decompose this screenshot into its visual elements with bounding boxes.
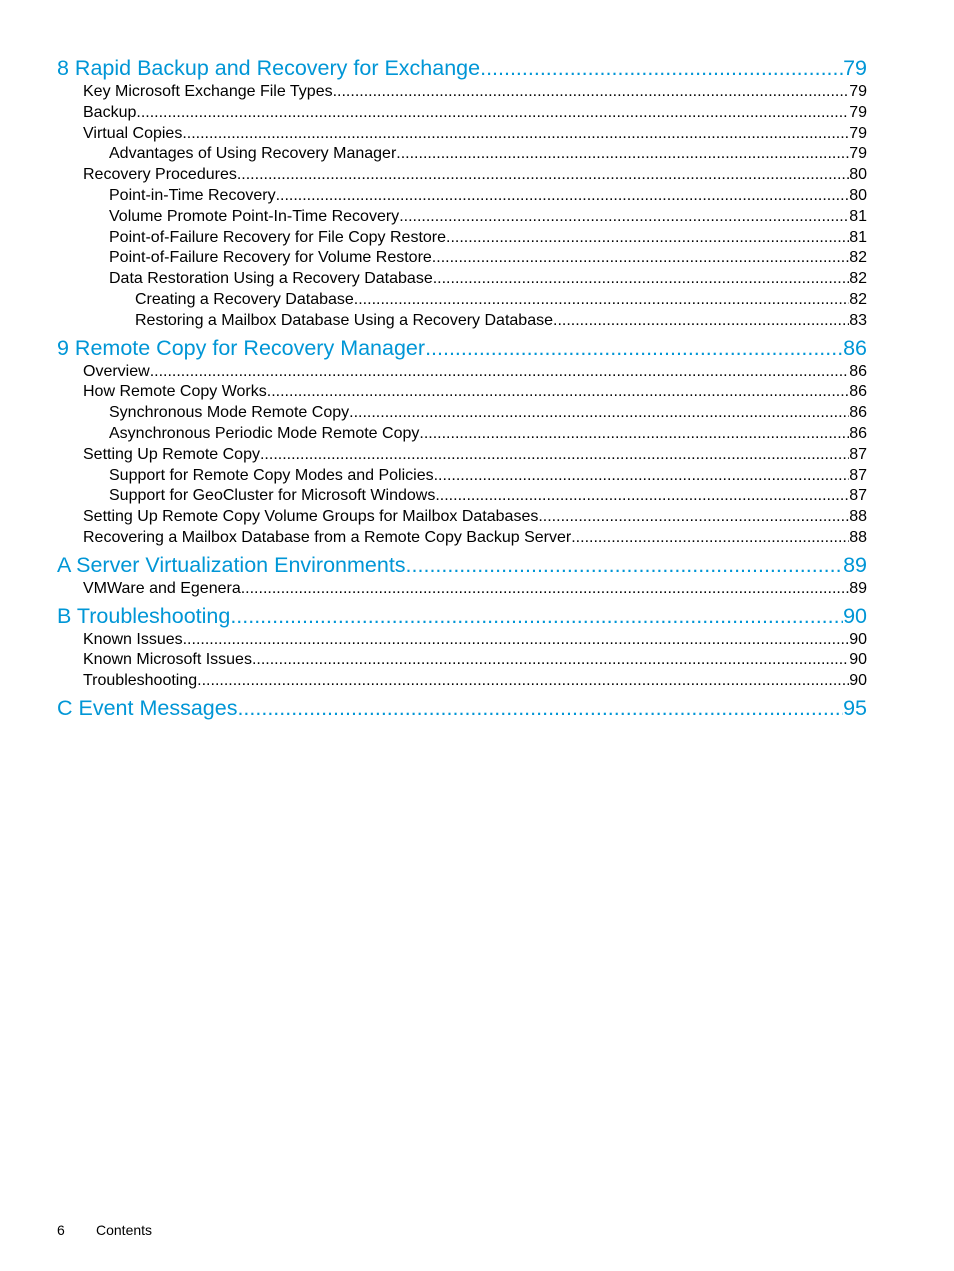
- toc-entry-page: 88: [849, 528, 867, 546]
- toc-entry-page: 90: [843, 603, 867, 628]
- toc-entry-title: 8 Rapid Backup and Recovery for Exchange: [57, 56, 481, 80]
- toc-chapter-entry[interactable]: [57, 694, 867, 722]
- toc-section-entry[interactable]: [57, 269, 867, 290]
- toc-dot-leader: [435, 486, 849, 507]
- toc-entry-title: VMWare and Egenera: [83, 579, 241, 597]
- toc-section-entry[interactable]: [57, 207, 867, 228]
- toc-dot-leader: [276, 186, 850, 207]
- toc-entry-title: Setting Up Remote Copy Volume Groups for Mailbox Databases: [83, 508, 539, 526]
- toc-chapter-entry[interactable]: [57, 551, 867, 579]
- toc-entry-page: 80: [849, 186, 867, 204]
- toc-entry-page: 86: [849, 362, 867, 380]
- toc-section-entry[interactable]: [57, 103, 867, 124]
- toc-entry-title: C Event Messages: [57, 695, 238, 720]
- toc-section-entry[interactable]: [57, 466, 867, 487]
- toc-dot-leader: [553, 311, 849, 332]
- toc-dot-leader: [237, 165, 849, 186]
- toc-entry-page: 86: [843, 335, 867, 360]
- toc-entry-title: Point-in-Time Recovery: [109, 186, 276, 204]
- toc-entry-page: 79: [849, 145, 867, 163]
- toc-section-entry[interactable]: [57, 248, 867, 269]
- toc-section-entry[interactable]: [57, 165, 867, 186]
- toc-dot-leader: [419, 424, 849, 445]
- toc-entry-page: 87: [849, 466, 867, 484]
- toc-dot-leader: [260, 445, 849, 466]
- toc-dot-leader: [571, 528, 849, 549]
- toc-dot-leader: [354, 290, 849, 311]
- toc-entry-title: Asynchronous Periodic Mode Remote Copy: [109, 424, 420, 442]
- toc-entry-title: Known Microsoft Issues: [83, 651, 252, 669]
- toc-entry-page: 80: [849, 166, 867, 184]
- toc-dot-leader: [480, 54, 843, 82]
- toc-dot-leader: [396, 144, 849, 165]
- toc-entry-title: Synchronous Mode Remote Copy: [109, 404, 350, 422]
- toc-entry-title: Troubleshooting: [83, 672, 198, 690]
- toc-section-entry[interactable]: [57, 311, 867, 332]
- page-footer: [57, 1222, 152, 1238]
- toc-entry-page: 83: [849, 311, 867, 329]
- toc-section-entry[interactable]: [57, 528, 867, 549]
- toc-section-entry[interactable]: [57, 228, 867, 249]
- toc-entry-title: 9 Remote Copy for Recovery Manager: [57, 335, 426, 360]
- toc-dot-leader: [425, 334, 843, 362]
- toc-section-entry[interactable]: [57, 507, 867, 528]
- toc-dot-leader: [434, 466, 850, 487]
- toc-entry-title: Overview: [83, 362, 150, 380]
- toc-dot-leader: [333, 82, 850, 103]
- toc-dot-leader: [150, 362, 850, 383]
- toc-dot-leader: [538, 507, 849, 528]
- toc-entry-page: 81: [849, 207, 867, 225]
- toc-entry-title: Point-of-Failure Recovery for Volume Restore: [109, 249, 432, 267]
- toc-entry-title: Advantages of Using Recovery Manager: [109, 145, 397, 163]
- toc-entry-page: 79: [849, 83, 867, 100]
- toc-entry-page: 86: [849, 404, 867, 422]
- toc-entry-page: 87: [849, 487, 867, 505]
- toc-entry-page: 90: [849, 630, 867, 648]
- toc-entry-page: 87: [849, 445, 867, 463]
- toc-dot-leader: [197, 671, 849, 692]
- toc-dot-leader: [182, 124, 849, 145]
- toc-chapter-entry[interactable]: [57, 334, 867, 362]
- toc-entry-title: Point-of-Failure Recovery for File Copy Restore: [109, 228, 447, 246]
- toc-section-entry[interactable]: [57, 486, 867, 507]
- toc-entry-title: Virtual Copies: [83, 124, 183, 142]
- toc-section-entry[interactable]: [57, 362, 867, 383]
- toc-entry-page: 86: [849, 424, 867, 442]
- toc-entry-page: 82: [849, 270, 867, 288]
- toc-entry-title: Data Restoration Using a Recovery Database: [109, 270, 433, 288]
- toc-entry-title: A Server Virtualization Environments: [57, 552, 406, 577]
- toc-section-entry[interactable]: [57, 144, 867, 165]
- toc-entry-title: Creating a Recovery Database: [135, 290, 354, 308]
- toc-section-entry[interactable]: [57, 579, 867, 600]
- toc-entry-page: 82: [849, 249, 867, 267]
- toc-section-entry[interactable]: [57, 403, 867, 424]
- toc-entry-page: 90: [849, 672, 867, 690]
- toc-entry-title: B Troubleshooting: [57, 603, 231, 628]
- toc-entry-page: 86: [849, 383, 867, 401]
- toc-section-entry[interactable]: [57, 186, 867, 207]
- toc-dot-leader: [241, 579, 849, 600]
- table-of-contents: [57, 54, 867, 722]
- footer-page-number: 6: [57, 1222, 65, 1238]
- toc-dot-leader: [349, 403, 849, 424]
- toc-section-entry[interactable]: [57, 671, 867, 692]
- toc-entry-page: 89: [843, 552, 867, 577]
- toc-dot-leader: [267, 382, 849, 403]
- toc-dot-leader: [237, 694, 843, 722]
- toc-chapter-entry[interactable]: [57, 54, 867, 82]
- toc-entry-page: 79: [849, 124, 867, 142]
- toc-entry-title: Setting Up Remote Copy: [83, 445, 260, 463]
- toc-entry-page: 79: [849, 103, 867, 121]
- toc-entry-title: Recovery Procedures: [83, 166, 237, 184]
- toc-entry-page: 89: [849, 579, 867, 597]
- toc-entry-title: Backup: [83, 103, 137, 121]
- toc-section-entry[interactable]: [57, 124, 867, 145]
- footer-section-label: Contents: [96, 1222, 153, 1238]
- toc-entry-page: 90: [849, 651, 867, 669]
- toc-entry-page: 81: [849, 228, 867, 246]
- toc-section-entry[interactable]: [57, 290, 867, 311]
- toc-section-entry[interactable]: [57, 82, 867, 103]
- toc-dot-leader: [433, 269, 849, 290]
- toc-entry-page: 79: [843, 56, 867, 80]
- toc-dot-leader: [446, 228, 849, 249]
- toc-entry-title: Support for GeoCluster for Microsoft Windows: [109, 487, 436, 505]
- toc-entry-title: Restoring a Mailbox Database Using a Recovery Database: [135, 311, 553, 329]
- toc-entry-page: 88: [849, 508, 867, 526]
- toc-dot-leader: [136, 103, 849, 124]
- toc-section-entry[interactable]: [57, 650, 867, 671]
- toc-dot-leader: [252, 650, 849, 671]
- toc-entry-title: Support for Remote Copy Modes and Policies: [109, 466, 434, 484]
- toc-entry-title: How Remote Copy Works: [83, 383, 267, 401]
- toc-dot-leader: [183, 630, 850, 651]
- toc-section-entry[interactable]: [57, 424, 867, 445]
- toc-dot-leader: [406, 551, 844, 579]
- toc-entry-page: 82: [849, 290, 867, 308]
- toc-dot-leader: [432, 248, 849, 269]
- toc-entry-title: Key Microsoft Exchange File Types: [83, 83, 333, 100]
- toc-dot-leader: [399, 207, 849, 228]
- toc-section-entry[interactable]: [57, 382, 867, 403]
- toc-entry-title: Known Issues: [83, 630, 183, 648]
- toc-dot-leader: [230, 602, 843, 630]
- toc-section-entry[interactable]: [57, 445, 867, 466]
- toc-chapter-entry[interactable]: [57, 602, 867, 630]
- toc-entry-page: 95: [843, 695, 867, 720]
- toc-section-entry[interactable]: [57, 630, 867, 651]
- toc-entry-title: Recovering a Mailbox Database from a Remote Copy Backup Server: [83, 528, 572, 546]
- toc-entry-title: Volume Promote Point-In-Time Recovery: [109, 207, 400, 225]
